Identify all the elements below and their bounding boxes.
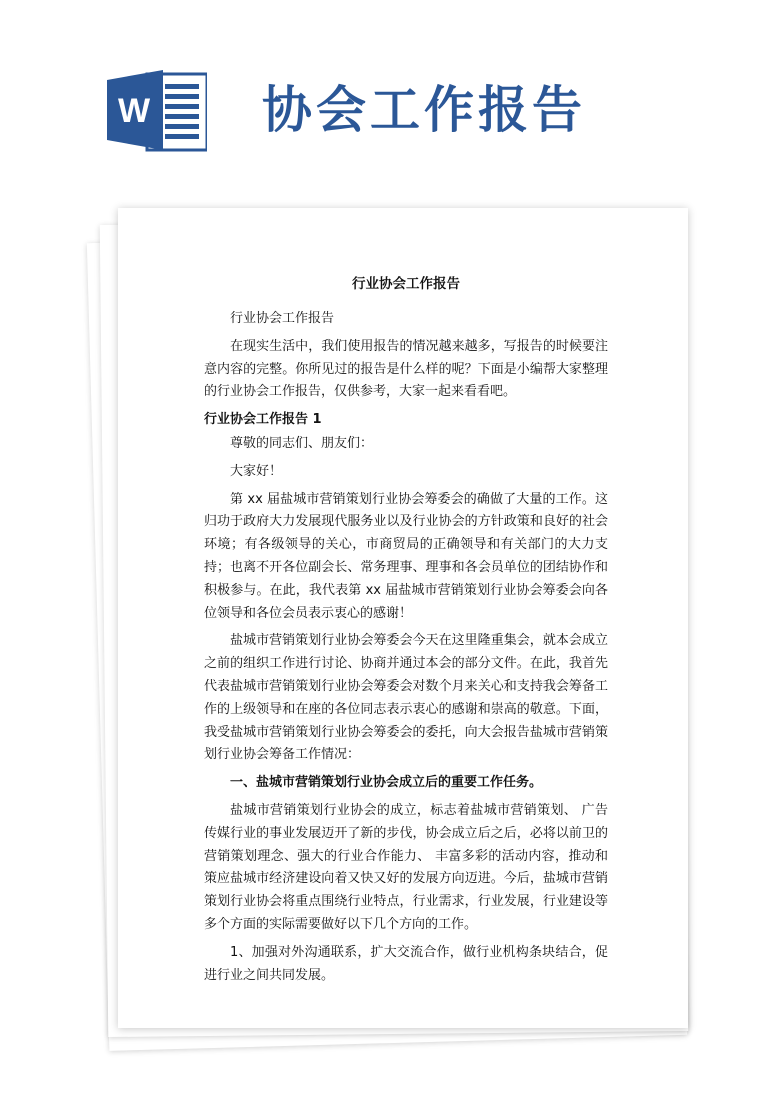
paragraph: 盐城市营销策划行业协会筹委会今天在这里隆重集会，就本会成立之前的组织工作进行讨论、协商并通过本会的部分文件。在此，我首先代表盐城市营销策划行业协会筹委会对数个月来关心和支持我会筹备工作的上级领导和在座的各位同志表示衷心的感谢和崇高的敬意。下面，我受盐城市营销策划行业协会筹委会的委托，向大会报告盐城市营销策划行业协会筹备工作情况： [204,633,608,763]
section-heading: 行业协会工作报告 1 [204,412,322,428]
paragraph: 第 xx 届盐城市营销策划行业协会筹委会的确做了大量的工作。这归功于政府大力发展现代服务业以及行业协会的方针政策和良好的社会环境；有各级领导的关心，市商贸局的正确领导和有关部门的大力支持；也离不开各位副会长、常务理事、理事和各会员单位的团结协作和积极参与。在此，我代表第 xx 届盐城市营销策划行业协会筹委会向各位领导和各位会员表示衷心的感谢！ [204,491,608,621]
paragraph: 盐城市营销策划行业协会的成立，标志着盐城市营销策划、 广告传媒行业的事业发展迈开了新的步伐，协会成立后之后，必将以前卫的营销策划理念、强大的行业合作能力、 丰富多彩的活动内容，推动和策应盐城市经济建设向着又快又好的发展方向迈进。今后，盐城市营销策划行业协会将重点围绕行业特点，行业需求，行业发展，行业建设等多个方面的实际需要做好以下几个方向的工作。 [204,802,608,932]
document-title: 行业协会工作报告 [352,276,460,292]
word-logo-letter: W [117,92,151,130]
paragraph: 行业协会工作报告 [230,311,335,326]
document-paragraphs [204,308,608,987]
paragraph: 在现实生活中，我们使用报告的情况越来越多，写报告的时候要注意内容的完整。你所见过的报告是什么样的呢？下面是小编帮大家整理的行业协会工作报告，仅供参考，大家一起来看看吧。 [204,338,608,400]
paragraph: 1、加强对外沟通联系，扩大交流合作，做行业机构条块结合，促进行业之间共同发展。 [204,944,608,983]
paragraph: 尊敬的同志们、朋友们： [230,435,374,451]
paragraph: 大家好！ [230,463,283,479]
paragraph: 一、盐城市营销策划行业协会成立后的重要工作任务。 [230,775,543,791]
document-body [204,272,608,992]
page-title: 协会工作报告 [262,80,586,139]
